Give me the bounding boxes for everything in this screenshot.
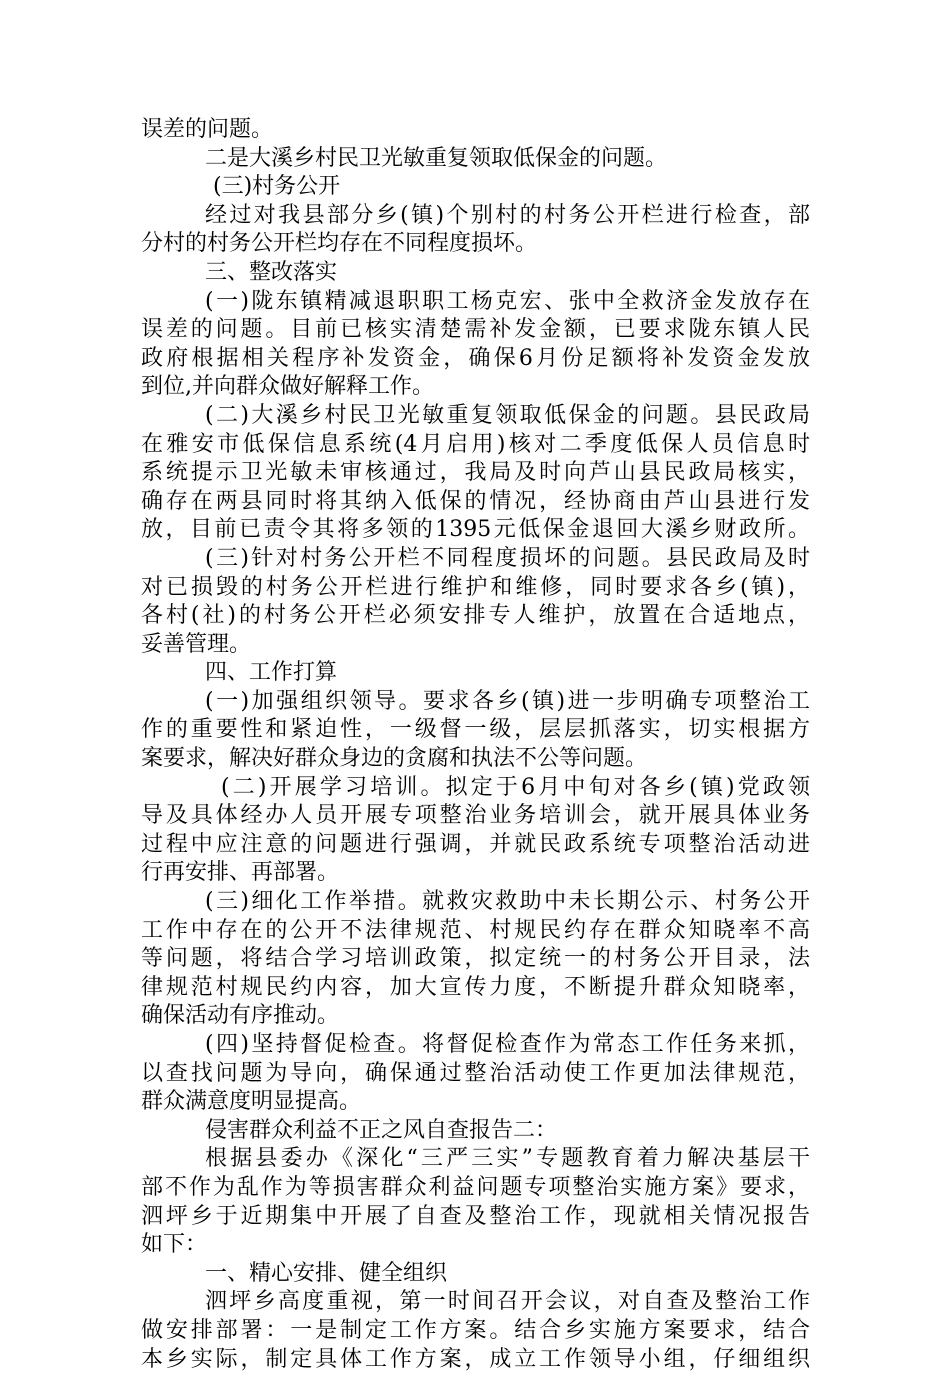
text-line: 到位,并向群众做好解释工作。 [141,374,434,400]
text-line: (四)坚持督促检查。将督促检查作为常态工作任务来抓， [205,1032,810,1057]
text-line: 如下： [141,1232,208,1258]
text-line: 分村的村务公开栏均存在不同程度损坏。 [141,231,538,257]
text-line: 案要求，解决好群众身边的贪腐和执法不公等问题。 [141,746,648,772]
text-line: 根据县委办《深化“三严三实”专题教育着力解决基层干 [205,1146,810,1172]
text-line: 群众满意度明显提高。 [141,1089,362,1115]
text-line: 妥善管理。 [141,631,252,657]
section-heading: (三)村务公开 [213,174,341,200]
text-line: 误差的问题。目前已核实清楚需补发金额，已要求陇东镇人民 [141,317,810,343]
text-line: 放，目前已责令其将多领的1395元低保金退回大溪乡财政所。 [141,517,810,543]
text-line: 误差的问题。 [141,117,274,142]
text-line: 政府根据相关程序补发资金，确保6月份足额将补发资金发放 [141,345,810,371]
text-line: 以查找问题为导向，确保通过整治活动使工作更加法律规范， [141,1060,810,1086]
text-line: 经过对我县部分乡(镇)个别村的村务公开栏进行检查，部 [205,202,810,228]
text-line: 各村(社)的村务公开栏必须安排专人维护，放置在合适地点， [141,603,810,629]
text-line: 二是大溪乡村民卫光敏重复领取低保金的问题。 [205,145,668,171]
text-line: 系统提示卫光敏未审核通过，我局及时向芦山县民政局核实， [141,460,810,486]
text-line: 确保活动有序推动。 [141,1003,340,1029]
text-line: (一)加强组织领导。要求各乡(镇)进一步明确专项整治工 [205,688,810,714]
document-body [141,116,810,1374]
text-line: (二)开展学习培训。拟定于6月中旬对各乡(镇)党政领 [221,774,810,800]
text-line: (三)针对村务公开栏不同程度损坏的问题。县民政局及时 [205,545,810,571]
text-line: 做安排部署：一是制定工作方案。结合乡实施方案要求，结合 [141,1317,810,1343]
text-line: (一)陇东镇精减退职职工杨克宏、张中全救济金发放存在 [205,288,810,314]
text-line: 等问题，将结合学习培训政策，拟定统一的村务公开目录，法 [141,946,810,972]
text-line: 过程中应注意的问题进行强调，并就民政系统专项整治活动进 [141,831,810,857]
text-line: 本乡实际，制定具体工作方案，成立工作领导小组，仔细组织 [141,1346,810,1372]
section-heading: 侵害群众利益不正之风自查报告二： [205,1117,558,1143]
text-line: 确存在两县同时将其纳入低保的情况，经协商由芦山县进行发 [141,488,810,514]
text-line: (三)细化工作举措。就救灾救助中未长期公示、村务公开 [205,889,810,915]
text-line: 在雅安市低保信息系统(4月启用)核对二季度低保人员信息时 [141,431,810,457]
text-line: 工作中存在的公开不法律规范、村规民约存在群众知晓率不高 [141,917,810,943]
text-line: 部不作为乱作为等损害群众利益问题专项整治实施方案》要求， [141,1174,810,1200]
text-line: (二)大溪乡村民卫光敏重复领取低保金的问题。县民政局 [205,402,810,428]
text-line: 导及具体经办人员开展专项整治业务培训会，就开展具体业务 [141,803,810,829]
text-line: 泗坪乡于近期集中开展了自查及整治工作，现就相关情况报告 [141,1203,810,1229]
section-heading: 三、整改落实 [205,259,338,285]
section-heading: 一、精心安排、健全组织 [205,1260,448,1286]
section-heading: 四、工作打算 [205,660,338,686]
text-line: 作的重要性和紧迫性，一级督一级，层层抓落实，切实根据方 [141,717,810,743]
text-line: 泗坪乡高度重视，第一时间召开会议，对自查及整治工作 [205,1289,810,1315]
text-line: 行再安排、再部署。 [141,860,340,886]
text-line: 律规范村规民约内容，加大宣传力度，不断提升群众知晓率， [141,974,810,1000]
text-line: 对已损毁的村务公开栏进行维护和维修，同时要求各乡(镇)， [141,574,810,600]
